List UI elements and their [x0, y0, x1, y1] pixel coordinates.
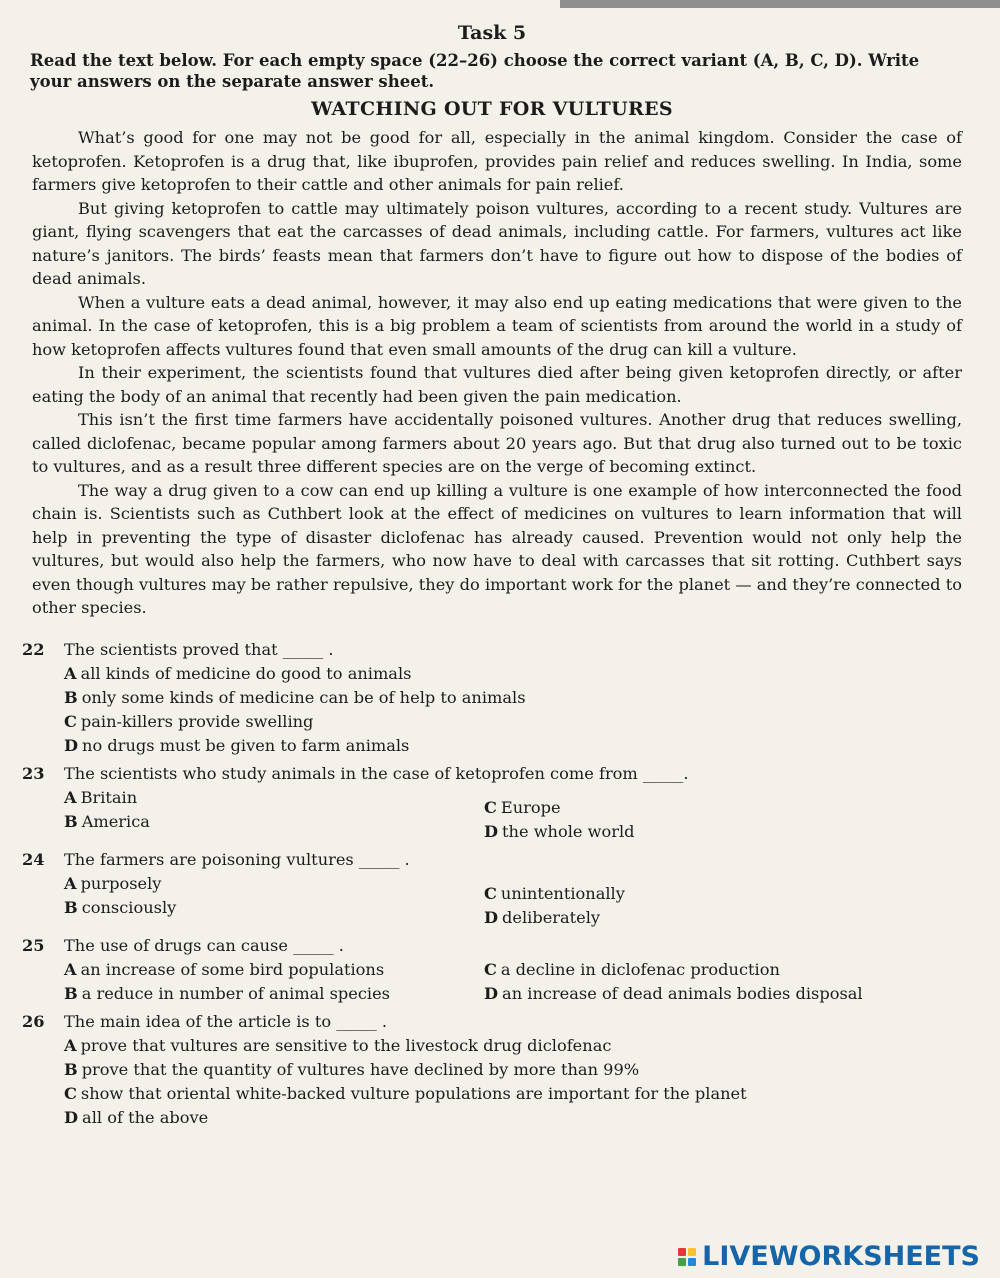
question-25	[22, 934, 962, 1006]
option-text: unintentionally	[500, 883, 625, 903]
option-letter: B	[64, 1059, 78, 1079]
option-a[interactable]	[64, 786, 484, 810]
option-c[interactable]	[484, 882, 944, 906]
option-d[interactable]	[484, 820, 944, 844]
option-a[interactable]	[64, 1034, 962, 1058]
article-body	[22, 126, 962, 620]
option-letter: A	[64, 787, 77, 807]
option-letter: C	[484, 883, 497, 903]
option-text: an increase of some bird populations	[80, 959, 385, 979]
question-stem	[22, 934, 962, 958]
question-23	[22, 762, 962, 844]
liveworksheets-watermark	[678, 1241, 980, 1272]
question-stem	[22, 762, 962, 786]
question-number: 24	[22, 849, 45, 869]
option-letter: A	[64, 959, 77, 979]
option-letter: C	[484, 797, 497, 817]
option-b[interactable]	[64, 810, 484, 834]
option-text: show that oriental white-backed vulture populations are important for the planet	[80, 1083, 747, 1103]
option-text: deliberately	[502, 907, 601, 927]
option-letter: D	[484, 821, 499, 841]
option-b[interactable]	[64, 1058, 962, 1082]
option-text: a decline in diclofenac production	[500, 959, 780, 979]
option-letter: B	[64, 811, 78, 831]
question-text: The farmers are poisoning vultures _____ .	[64, 849, 410, 869]
watermark-text: LIVEWORKSHEETS	[702, 1241, 980, 1272]
question-number: 25	[22, 935, 45, 955]
option-a[interactable]	[64, 662, 962, 686]
option-d[interactable]	[64, 734, 962, 758]
option-letter: C	[64, 711, 77, 731]
option-text: America	[81, 811, 150, 831]
option-c[interactable]	[484, 796, 944, 820]
article-paragraph: This isn’t the first time farmers have accidentally poisoned vultures. Another drug that reduces swelling, called diclofenac, became popular among farmers about 20 years ago. But that drug also turned out to be toxic to vultures, and as a result three different species are on the verge of becoming extinct.	[32, 410, 962, 476]
option-a[interactable]	[64, 958, 484, 982]
article-paragraph: But giving ketoprofen to cattle may ultimately poison vultures, according to a recent study. Vultures are giant, flying scavengers that eat the carcasses of dead animals, including cattle. For farmers, vultures act like nature’s janitors. The birds’ feasts mean that farmers don’t have to figure out how to dispose of the bodies of dead animals.	[32, 198, 962, 288]
option-text: consciously	[81, 897, 177, 917]
option-text: prove that vultures are sensitive to the livestock drug diclofenac	[80, 1035, 612, 1055]
question-22	[22, 638, 962, 758]
question-number: 26	[22, 1011, 45, 1031]
question-stem	[22, 638, 962, 662]
question-stem	[22, 1010, 962, 1034]
question-text: The main idea of the article is to _____ .	[64, 1011, 387, 1031]
article-paragraph: The way a drug given to a cow can end up killing a vulture is one example of how interconnected the food chain is. Scientists such as Cuthbert look at the effect of medicines on vultures to learn information that will help in preventing the type of disaster diclofenac has already caused. Prevention would not only help the vultures, but would also help the farmers, who now have to deal with carcasses that sit rotting. Cuthbert says even though vultures may be rather repulsive, they do important work for the planet — and they’re connected to other species.	[32, 480, 962, 617]
option-c[interactable]	[64, 710, 962, 734]
option-text: no drugs must be given to farm animals	[82, 735, 410, 755]
option-text: only some kinds of medicine can be of help to animals	[81, 687, 526, 707]
option-d[interactable]	[484, 982, 944, 1006]
option-letter: D	[484, 983, 499, 1003]
liveworksheets-logo-icon	[678, 1248, 696, 1266]
question-26	[22, 1010, 962, 1130]
logo-square	[688, 1258, 696, 1266]
question-text: The scientists proved that _____ .	[64, 639, 334, 659]
option-c[interactable]	[484, 958, 944, 982]
article-paragraph: In their experiment, the scientists found that vultures died after being given ketoprofen directly, or after eating the body of an animal that recently had been given the pain medication.	[32, 363, 962, 406]
option-text: pain-killers provide swelling	[80, 711, 314, 731]
option-d[interactable]	[64, 1106, 962, 1130]
option-text: prove that the quantity of vultures have declined by more than 99%	[81, 1059, 640, 1079]
option-text: Europe	[500, 797, 561, 817]
option-c[interactable]	[64, 1082, 962, 1106]
option-letter: A	[64, 873, 77, 893]
question-stem	[22, 848, 962, 872]
logo-square	[678, 1248, 686, 1256]
option-b[interactable]	[64, 896, 484, 920]
article-title: WATCHING OUT FOR VULTURES	[311, 98, 673, 120]
option-letter: D	[64, 1107, 79, 1127]
option-letter: A	[64, 1035, 77, 1055]
option-letter: A	[64, 663, 77, 683]
article-paragraph: What’s good for one may not be good for all, especially in the animal kingdom. Consider the case of ketoprofen. Ketoprofen is a drug that, like ibuprofen, provides pain relief and reduces swelling. In India, some farmers give ketoprofen to their cattle and other animals for pain relief.	[32, 128, 962, 194]
question-text: The use of drugs can cause _____ .	[64, 935, 344, 955]
option-text: all of the above	[82, 1107, 209, 1127]
task-title: Task 5	[457, 22, 527, 44]
scan-edge-bar	[560, 0, 1000, 8]
option-letter: D	[64, 735, 79, 755]
question-number: 23	[22, 763, 45, 783]
logo-square	[688, 1248, 696, 1256]
option-d[interactable]	[484, 906, 944, 930]
option-letter: B	[64, 897, 78, 917]
option-text: a reduce in number of animal species	[81, 983, 390, 1003]
question-24	[22, 848, 962, 930]
option-letter: B	[64, 983, 78, 1003]
question-text: The scientists who study animals in the case of ketoprofen come from _____.	[64, 763, 689, 783]
task-instructions: Read the text below. For each empty space (22–26) choose the correct variant (A, B, C, D). Write your answers on the separate answer sheet.	[30, 51, 920, 91]
worksheet-page	[22, 22, 962, 1134]
option-text: Britain	[80, 787, 138, 807]
option-text: the whole world	[502, 821, 635, 841]
article-paragraph: When a vulture eats a dead animal, however, it may also end up eating medications that were given to the animal. In the case of ketoprofen, this is a big problem a team of scientists from around the world in a study of how ketoprofen affects vultures found that even small amounts of the drug can kill a vulture.	[32, 292, 962, 359]
option-letter: D	[484, 907, 499, 927]
option-text: an increase of dead animals bodies disposal	[502, 983, 863, 1003]
option-a[interactable]	[64, 872, 484, 896]
logo-square	[678, 1258, 686, 1266]
option-letter: C	[484, 959, 497, 979]
option-b[interactable]	[64, 982, 484, 1006]
question-number: 22	[22, 639, 45, 659]
questions-section	[22, 638, 962, 1130]
option-letter: C	[64, 1083, 77, 1103]
option-letter: B	[64, 687, 78, 707]
option-text: all kinds of medicine do good to animals	[80, 663, 412, 683]
option-text: purposely	[80, 873, 162, 893]
option-b[interactable]	[64, 686, 962, 710]
